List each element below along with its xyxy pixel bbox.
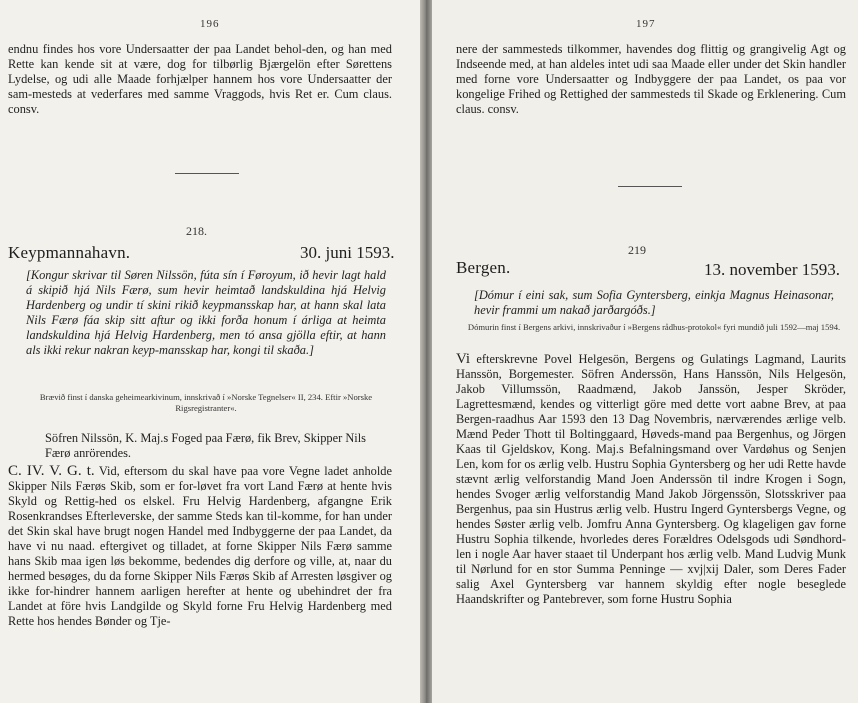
faroese-summary: [Kongur skrivar til Søren Nilssön, fúta sín í Føroyum, ið hevir lagt hald á skipið hjá Nils Færø, sum hevir heimtað landskuldina hjá Helvig Hardenberg og undir tí skini rikið keypmansskap har, at hann skal lata Nils Færø fáa skip sitt aftur og ikki forða honum í árliga at heimta landskuldina hjá Helvig Hardenberg, men tó ansa gjölla eftir, at hann als ikki rekur nakran keyp-mansskap har, kongi til skaða.]: [26, 268, 386, 357]
page-number: 196: [200, 18, 220, 30]
verdict-body: [456, 352, 846, 607]
letter-text: Vid, eftersom du skal have paa vore Vegne ladet anholde Skipper Nils Færøs Skib, som er for-løvet fra vort Land Færø at hente hvis Skyld og Rettig-hed os elskel. Fru Helvig Hardenberg, afgangne Erik Rosenkrandses Efterleverske, der samme Steds kan til-komme, for han under det Skin skal have brugt nogen Handel med Indbyggerne der paa Landet, da have vi nu naad. eftergivet og tilladet, at forne Skipper Nils Færø samme hans Skib maa igen løs bekomme, bedendes dig derfore og ville, at, naar du hermed besøges, du da forne Skipper Nils Færøs Skib af Arresten løsgiver og ikke for-hindrer hannem aarligen herefter at hente og ubehindret der fra Landet at före hvis Landgilde og Skyld forne Fru Helvig Hardenberg med Rette hos hendes Bønder og Tje-: [8, 464, 392, 628]
letter-opening: C. IV. V. G. t.: [8, 463, 95, 479]
verdict-opening: Vi: [456, 351, 471, 367]
section-divider: [618, 186, 682, 187]
source-note: Brævið finst í danska geheimearkivinum, innskrivað í »Norske Tegnelser« II, 234. Eftir »Norske Rigsregistranter«.: [39, 392, 373, 413]
right-page: [432, 0, 858, 703]
document-place: Keypmannahavn.: [8, 243, 131, 262]
source-note: Dómurin finst í Bergens arkivi, innskrivaður í »Bergens rådhus-protokol« fyri mundið juli 1592—maj 1594.: [467, 322, 841, 332]
verdict-text: efterskrevne Povel Helgesön, Bergens og Gulatings Lagmand, Laurits Hanssön, Borgemester. Söfren Anderssön, Hans Hanssön, Nils Helgesön, Jakob Villumssön, Raadmænd, Jakob Janssön, Jesper Skröder, Lagrettesmænd, kendes og vitterligt göre med dette vort aabne Brev, at paa Bergen-raadhus Aar 1593 den 13 Dag Novembris, nærværendes ærlige velb. Mænd Peder Thott til Boltinggaard, Høveds-mand paa Bergenhus, og Jörgen Kaas til Gjeldskov, Kong. Maj.s Befalningsmand over Vardøhus og Senjen Len, kom for os ærlig velb. Hustru Sophia Gyntersberg og her udi Rette havde stævnt ærlig velforstandig Mand Joen Anderssön til indre Krogen i Sogn, hendes Svoger ærlig velforstandig Mand Jakob Jörgenssön, Slotsskriver paa Bergenhus, paa sin Hustrus ærlig velb. Hustru Ingerd Gyntersbergs Vegne, og hendes Søster ærlig velb. Jomfru Anna Gyntersberg. Og klageligen gav forne Hustru Sophia tilkende, hvorledes deres Forældres Odelsgods udi Søndhord-len i nogle Aar haver staaet til Underpant hos ærlig velb. Mand Ludvig Munk til Nørlund for en stor Summa Penninge — xvj|xij Daler, som Deres Fader salig Axel Gyntersberg var hannem skyldig efter nogle beseglede Haandskrifter og Pantebrever, som forne Hustru Sophia: [456, 352, 846, 606]
document-number: 219: [628, 243, 646, 257]
letter-heading: Söfren Nilssön, K. Maj.s Foged paa Færø, fik Brev, Skipper Nils Færø anrörendes.: [45, 431, 366, 460]
book-gutter: [420, 0, 432, 703]
document-date: 13. november 1593.: [704, 260, 840, 279]
document-place: Bergen.: [456, 258, 511, 277]
document-date: 30. juni 1593.: [300, 243, 395, 262]
document-number: 218.: [186, 224, 207, 238]
continued-text: endnu findes hos vore Undersaatter der paa Landet behol-den, og han med Rette kan kende sit at være, dog for tilbørlig Bjærgelön efter Sørettens Lydelse, og udi alle Maade forhjælper hannem hos vore Undersaatter der sam-mesteds at vederfares med samme Vraggods, hvis Ret er. Cum claus. consv.: [8, 42, 392, 116]
letter-body: [8, 464, 392, 629]
faroese-summary: [Dómur í eini sak, sum Sofia Gyntersberg, einkja Magnus Heinasonar, hevir frammi um nakað jarðargóðs.]: [474, 288, 834, 317]
left-page: [0, 0, 420, 703]
page-number: 197: [636, 18, 656, 30]
continued-text: nere der sammesteds tilkommer, havendes dog flittig og grangivelig Agt og Indseende med, at han aldeles intet udi saa Maade eller under det Skin handler med forne vore Undersaatter og Indbyggere der paa Landet, os paa vor kongelige Frihed og Rettighed der sammesteds til Skade og Erklenering. Cum claus. consv.: [456, 42, 846, 116]
section-divider: [175, 173, 239, 174]
